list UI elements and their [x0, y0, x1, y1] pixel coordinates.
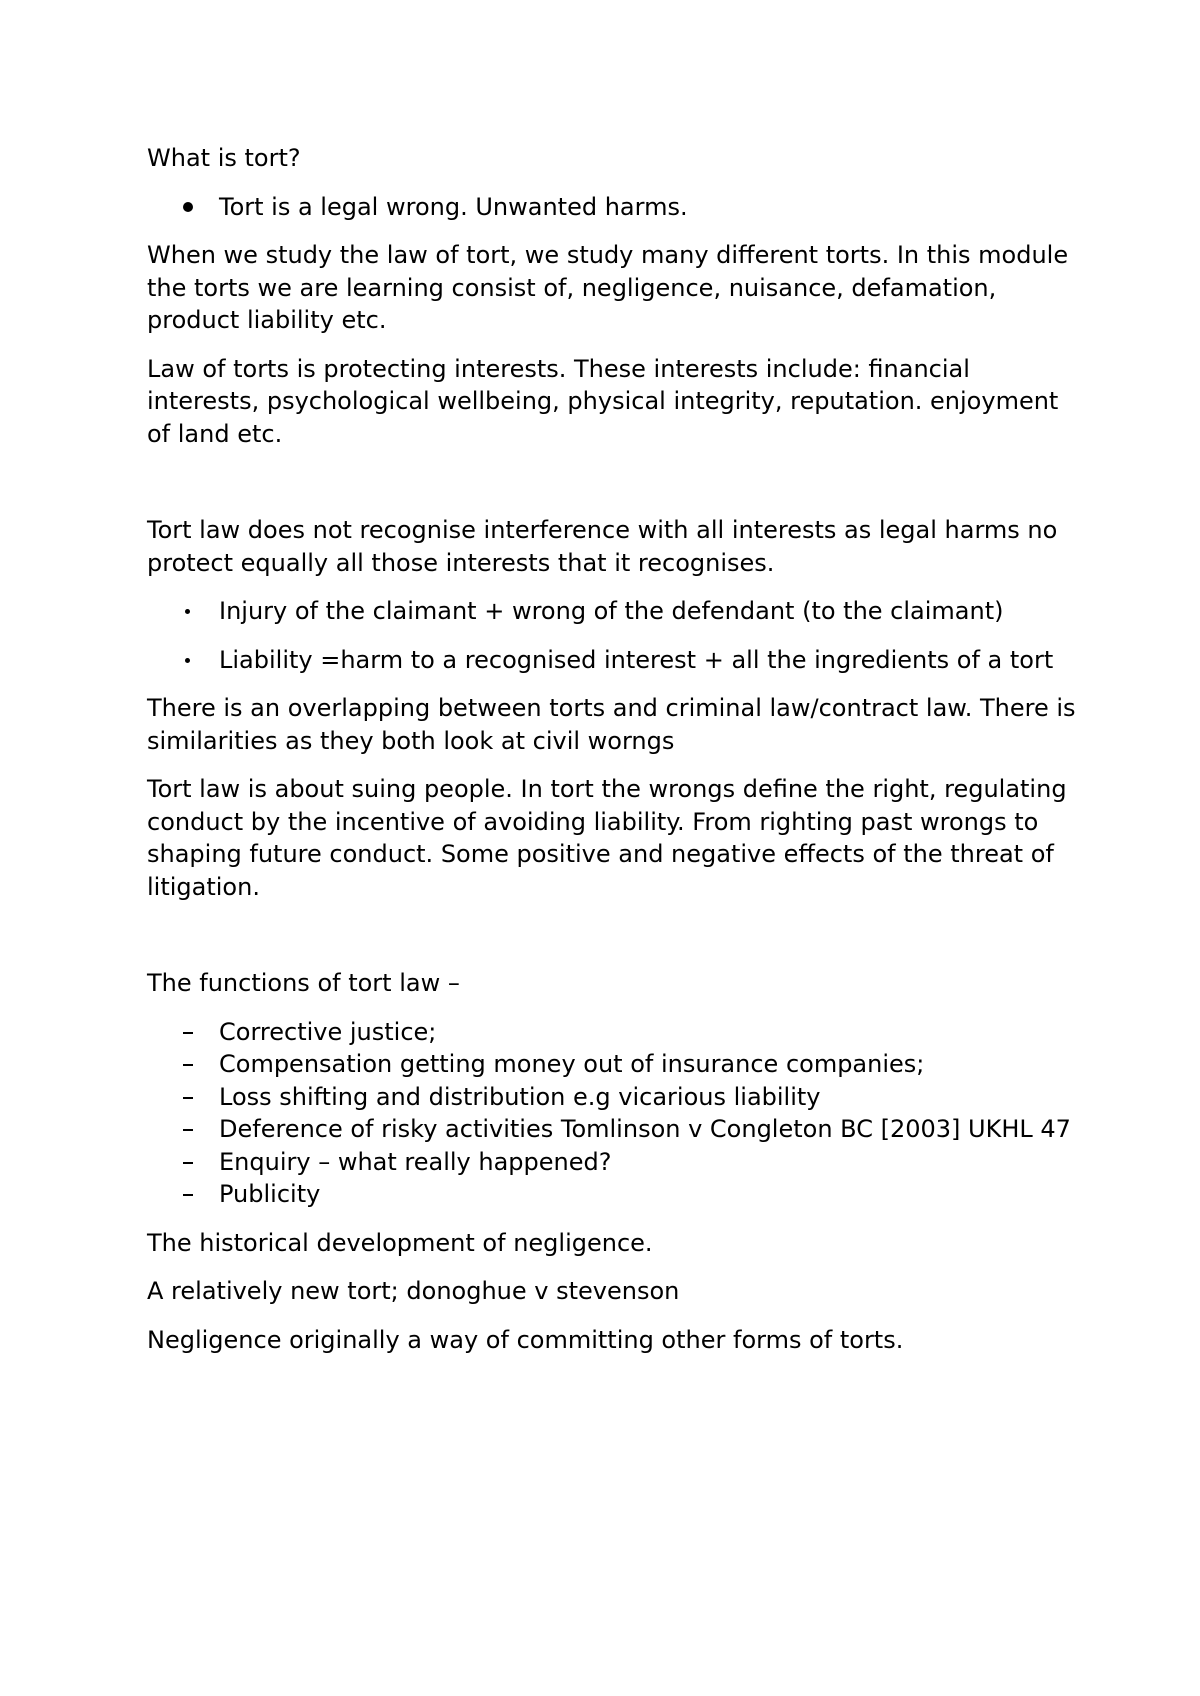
paragraph-study-torts: When we study the law of tort, we study many different torts. In this module the torts we are learning consist of, negligence, nuisance, defamation, product liability etc. — [147, 241, 1069, 334]
dash-bullet-icon — [183, 1129, 193, 1131]
dash-list-functions — [147, 1016, 1087, 1211]
bullet-disc-icon — [183, 202, 193, 212]
bullet-dot-icon — [185, 658, 190, 663]
list-item — [147, 1081, 1087, 1114]
dash-bullet-icon — [183, 1032, 193, 1034]
paragraph-negligence-origin: Negligence originally a way of committing other forms of torts. — [147, 1325, 904, 1354]
list-item — [147, 1048, 1087, 1081]
dash-bullet-icon — [183, 1194, 193, 1196]
dash-bullet-icon — [183, 1064, 193, 1066]
list-item — [147, 1113, 1087, 1146]
paragraph-new-tort: A relatively new tort; donoghue v stevenson — [147, 1277, 680, 1305]
dash-bullet-icon — [183, 1097, 193, 1099]
paragraph-historical-development: The historical development of negligence. — [147, 1228, 653, 1257]
blank-line — [147, 919, 1087, 967]
bullet-list-liability — [147, 595, 1087, 676]
heading-functions-of-tort-law: The functions of tort law – — [147, 969, 460, 997]
list-item-text: Loss shifting and distribution e.g vicarious liability — [219, 1082, 821, 1111]
list-item-text: Injury of the claimant + wrong of the defendant (to the claimant) — [219, 597, 1004, 625]
document-body — [147, 142, 1087, 1372]
paragraph-suing-people: Tort law is about suing people. In tort the wrongs define the right, regulating conduct by the incentive of avoiding liability. From righting past wrongs to shaping future conduct. Some positive and negative effects of the threat of litigation. — [147, 775, 1067, 901]
list-item — [147, 191, 1087, 224]
list-item-text: Compensation getting money out of insurance companies; — [219, 1050, 925, 1078]
list-item — [147, 595, 1087, 628]
list-item — [147, 1016, 1087, 1049]
list-item-text: Enquiry – what really happened? — [219, 1147, 612, 1176]
paragraph-protecting-interests: Law of torts is protecting interests. These interests include: financial interests, psychological wellbeing, physical integrity, reputation. enjoyment of land etc. — [147, 354, 1059, 448]
list-item-text: Liability =harm to a recognised interest + all the ingredients of a tort — [219, 645, 1054, 674]
list-item-text: Tort is a legal wrong. Unwanted harms. — [219, 192, 688, 221]
paragraph-overlapping: There is an overlapping between torts and criminal law/contract law. There is similarities as they both look at civil worngs — [147, 694, 1076, 755]
dash-bullet-icon — [183, 1162, 193, 1164]
list-item — [147, 644, 1087, 677]
list-item — [147, 1146, 1087, 1179]
bullet-dot-icon — [185, 609, 190, 614]
list-item-text: Corrective justice; — [219, 1017, 437, 1046]
list-item-text: Deference of risky activities Tomlinson v Congleton BC [2003] UKHL 47 — [219, 1115, 1071, 1143]
list-item — [147, 1178, 1087, 1211]
bullet-list-definition — [147, 191, 1087, 224]
paragraph-recognise-interference: Tort law does not recognise interference with all interests as legal harms no protect equally all those interests that it recognises. — [147, 516, 1058, 577]
list-item-text: Publicity — [219, 1180, 321, 1208]
blank-line — [147, 466, 1087, 514]
heading-what-is-tort: What is tort? — [147, 144, 301, 172]
